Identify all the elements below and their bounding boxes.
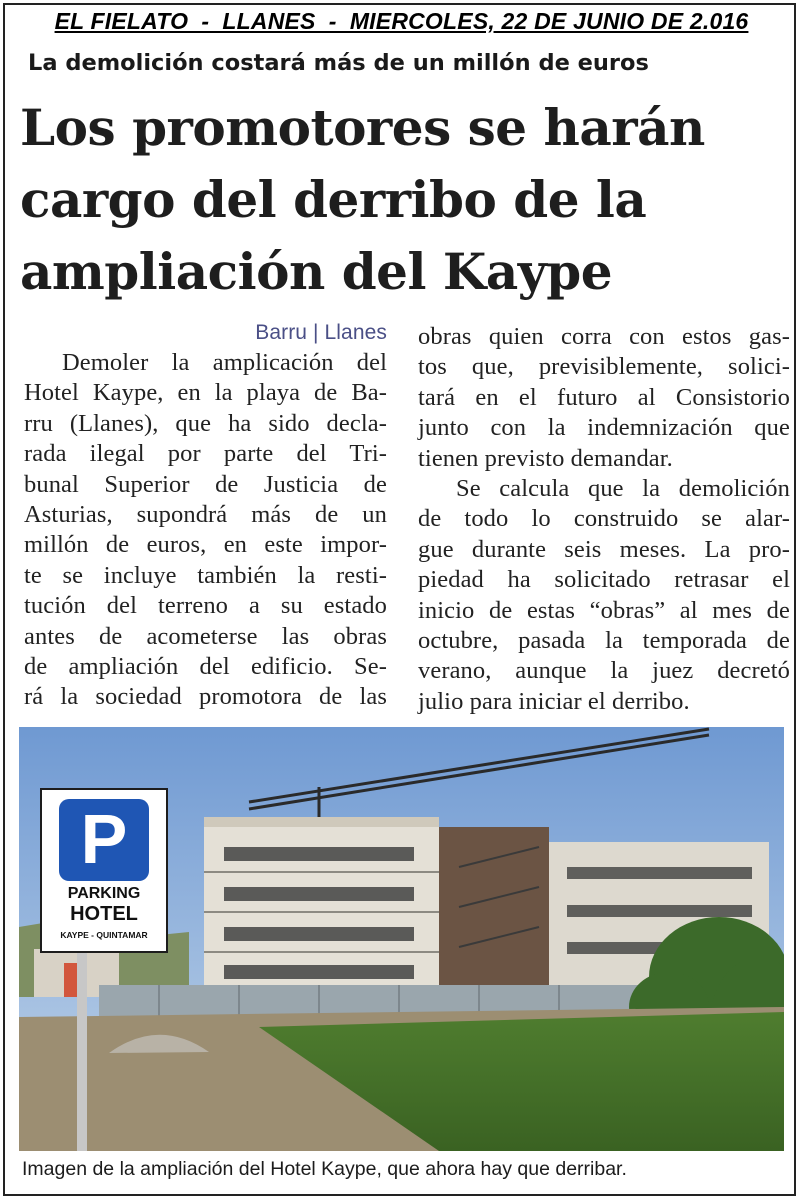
- text-line: de todo lo construido se alar-: [418, 505, 790, 533]
- text-line: julio para iniciar el derribo.: [418, 687, 690, 715]
- photo-caption: Imagen de la ampliación del Hotel Kaype, que ahora hay que derribar.: [22, 1158, 627, 1180]
- text-line: millón de euros, en este impor-: [24, 531, 387, 559]
- parking-sign-letter: P: [80, 800, 128, 878]
- text-line: rru (Llanes), que ha sido decla-: [24, 409, 387, 437]
- text-line: de ampliación del edificio. Se-: [24, 653, 387, 681]
- headline-line: ampliación del Kaype: [20, 242, 613, 301]
- text-line: tución del terreno a su estado: [24, 592, 387, 620]
- text-line: gue durante seis meses. La pro-: [418, 535, 790, 563]
- text-line: Se calcula que la demolición: [456, 475, 790, 503]
- parking-sign-line2: HOTEL: [70, 903, 138, 925]
- text-line: octubre, pasada la temporada de: [418, 627, 790, 655]
- text-line: bunal Superior de Justicia de: [24, 470, 387, 498]
- article-column-right: [418, 322, 790, 717]
- text-line: tará en el futuro al Consistorio: [418, 383, 790, 411]
- text-line: junto con la indemnización que: [418, 414, 790, 442]
- building-left: [204, 817, 439, 992]
- text-line: verano, aunque la juez decretó: [418, 657, 790, 685]
- masthead: EL FIELATO - LLANES - MIERCOLES, 22 DE JUNIO DE 2.016: [54, 8, 749, 34]
- text-line: Demoler la amplicación del: [62, 349, 387, 376]
- building-middle: [439, 827, 549, 992]
- text-line: te se incluye también la resti-: [24, 561, 387, 589]
- parking-sign-line3: KAYPE - QUINTAMAR: [60, 930, 148, 940]
- hotel-photo: [19, 727, 784, 1151]
- text-line: tienen previsto demandar.: [418, 444, 673, 472]
- byline: Barru | Llanes: [255, 321, 387, 344]
- text-line: obras quien corra con estos gas-: [418, 323, 790, 350]
- text-line: inicio de estas “obras” al mes de: [418, 596, 790, 624]
- text-line: piedad ha solicitado retrasar el: [418, 566, 790, 594]
- text-line: antes de acometerse las obras: [24, 622, 387, 650]
- text-line: tos que, previsiblemente, solici-: [418, 353, 790, 381]
- kicker-subtitle: La demolición costará más de un millón de euros: [28, 50, 649, 76]
- headline-line: Los promotores se harán: [20, 98, 705, 157]
- headline-line: cargo del derribo de la: [20, 170, 647, 229]
- article-column-left: [24, 318, 387, 713]
- text-line: rá la sociedad promotora de las: [24, 683, 387, 711]
- text-line: Hotel Kaype, en la playa de Ba-: [24, 379, 387, 407]
- headline: [20, 92, 790, 308]
- parking-sign-line1: PARKING: [67, 885, 141, 902]
- text-line: rada ilegal por parte del Tri-: [24, 440, 387, 468]
- text-line: Asturias, supondrá más de un: [24, 501, 387, 529]
